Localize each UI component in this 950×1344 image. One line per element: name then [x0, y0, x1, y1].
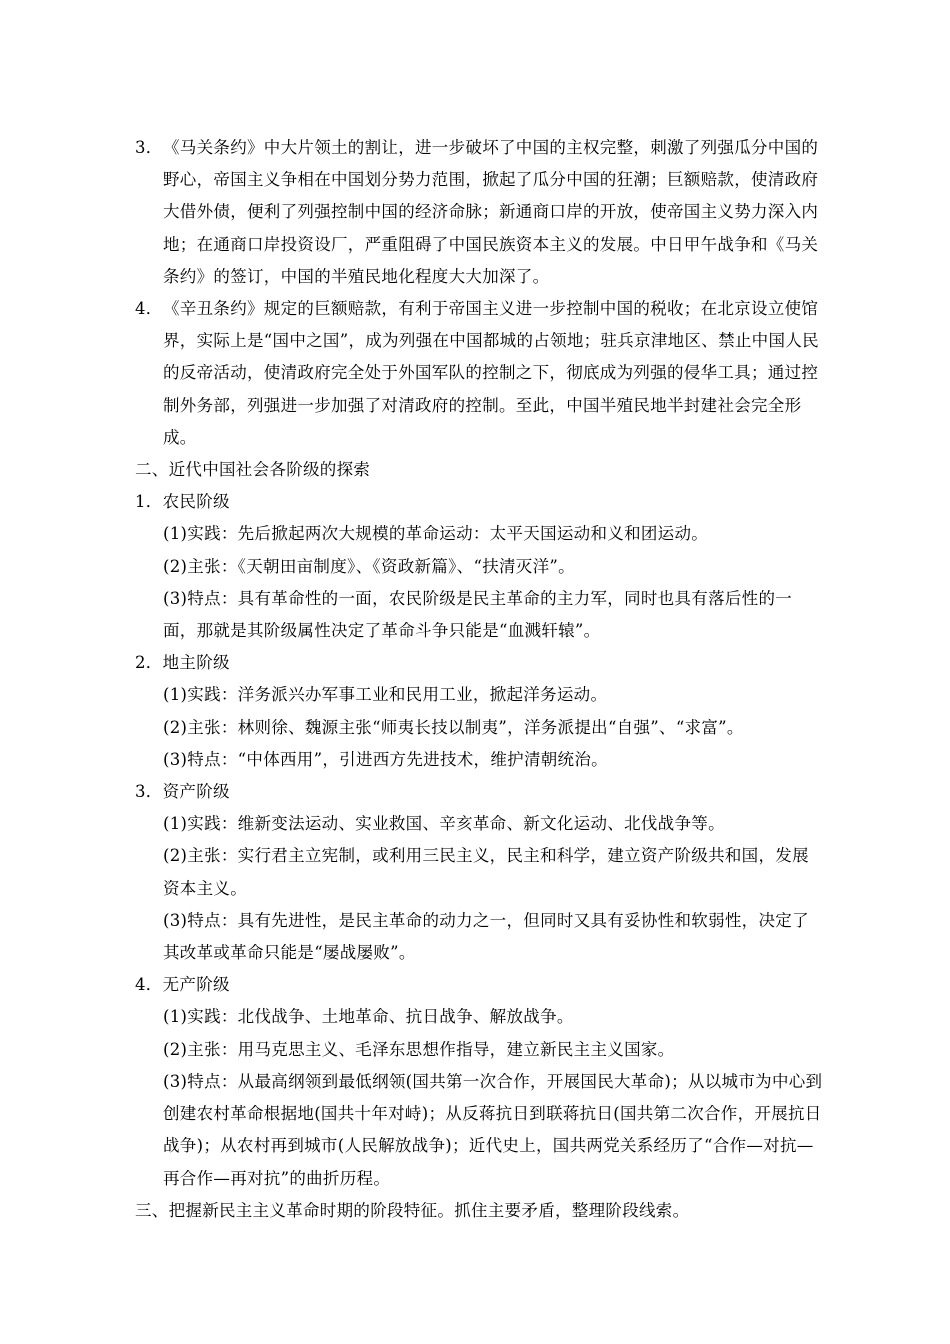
document-body [135, 132, 825, 1227]
class-point: (3)特点：从最高纲领到最低纲领(国共第一次合作，开展国民大革命)；从以城市为中心到创建农村革命根据地(国共十年对峙)；从反蒋抗日到联蒋抗日(国共第二次合作，开展抗日战争)；从农村再到城市(人民解放战争)；近代史上，国共两党关系经历了“合作—对抗—再合作—再对抗”的曲折历程。 [163, 1071, 823, 1188]
item-number: 3． [135, 138, 163, 157]
class-title: 4．无产阶级 [135, 975, 230, 995]
class-point: (2)主张：林则徐、魏源主张“师夷长技以制夷”，洋务派提出“自强”、“求富”。 [163, 717, 744, 737]
class-point: (1)实践：维新变法运动、实业救国、辛亥革命、新文化运动、北伐战争等。 [163, 814, 725, 834]
class-point: (3)特点：具有革命性的一面，农民阶级是民主革命的主力军，同时也具有落后性的一面，那就是其阶级属性决定了革命斗争只能是“血溅轩辕”。 [163, 588, 793, 641]
item-text: 《辛丑条约》规定的巨额赔款，有利于帝国主义进一步控制中国的税收；在北京设立使馆界，实际上是“国中之国”，成为列强在中国都城的占领地；驻兵京津地区、禁止中国人民的反帝活动，使清政府完全处于外国军队的控制之下，彻底成为列强的侵华工具；通过控制外务部，列强进一步加强了对清政府的控制。至此，中国半殖民地半封建社会完全形成。 [163, 299, 819, 447]
item-number: 4． [135, 299, 163, 319]
item-3 [135, 132, 825, 293]
class-point: (1)实践：洋务派兴办军事工业和民用工业，掀起洋务运动。 [163, 685, 608, 705]
section-heading-2: 二、近代中国社会各阶级的探索 [135, 460, 371, 480]
class-point: (2)主张：实行君主立宪制，或利用三民主义，民主和科学，建立资产阶级共和国，发展资本主义。 [163, 846, 809, 898]
class-block-proletariat [135, 969, 825, 1194]
item-4 [135, 293, 825, 454]
item-text: 《马关条约》中大片领土的割让，进一步破坏了中国的主权完整，刺激了列强瓜分中国的野心，帝国主义争相在中国划分势力范围，掀起了瓜分中国的狂潮；巨额赔款，使清政府大借外债，便利了列强控制中国的经济命脉；新通商口岸的开放，使帝国主义势力深入内地；在通商口岸投资设厂，严重阻碍了中国民族资本主义的发展。中日甲午战争和《马关条约》的签订，中国的半殖民地化程度大大加深了。 [163, 138, 819, 286]
class-block-landlord [135, 647, 825, 776]
class-title: 2．地主阶级 [135, 653, 230, 673]
class-point: (3)特点：具有先进性，是民主革命的动力之一，但同时又具有妥协性和软弱性，决定了其改革或革命只能是“屡战屡败”。 [163, 910, 809, 963]
class-block-bourgeoisie [135, 776, 825, 969]
section-heading-3: 三、把握新民主主义革命时期的阶段特征。抓住主要矛盾，整理阶段线索。 [135, 1200, 690, 1220]
class-title: 1．农民阶级 [135, 492, 230, 512]
class-point: (1)实践：先后掀起两次大规模的革命运动：太平天国运动和义和团运动。 [163, 524, 709, 544]
class-title: 3．资产阶级 [135, 782, 230, 802]
class-point: (1)实践：北伐战争、土地革命、抗日战争、解放战争。 [163, 1007, 574, 1027]
class-point: (2)主张：《天朝田亩制度》、《资政新篇》、“扶清灭洋”。 [163, 556, 575, 576]
class-point: (2)主张：用马克思主义、毛泽东思想作指导，建立新民主主义国家。 [163, 1039, 675, 1059]
class-block-peasant [135, 486, 825, 647]
class-point: (3)特点：“中体西用”，引进西方先进技术，维护清朝统治。 [163, 749, 608, 769]
